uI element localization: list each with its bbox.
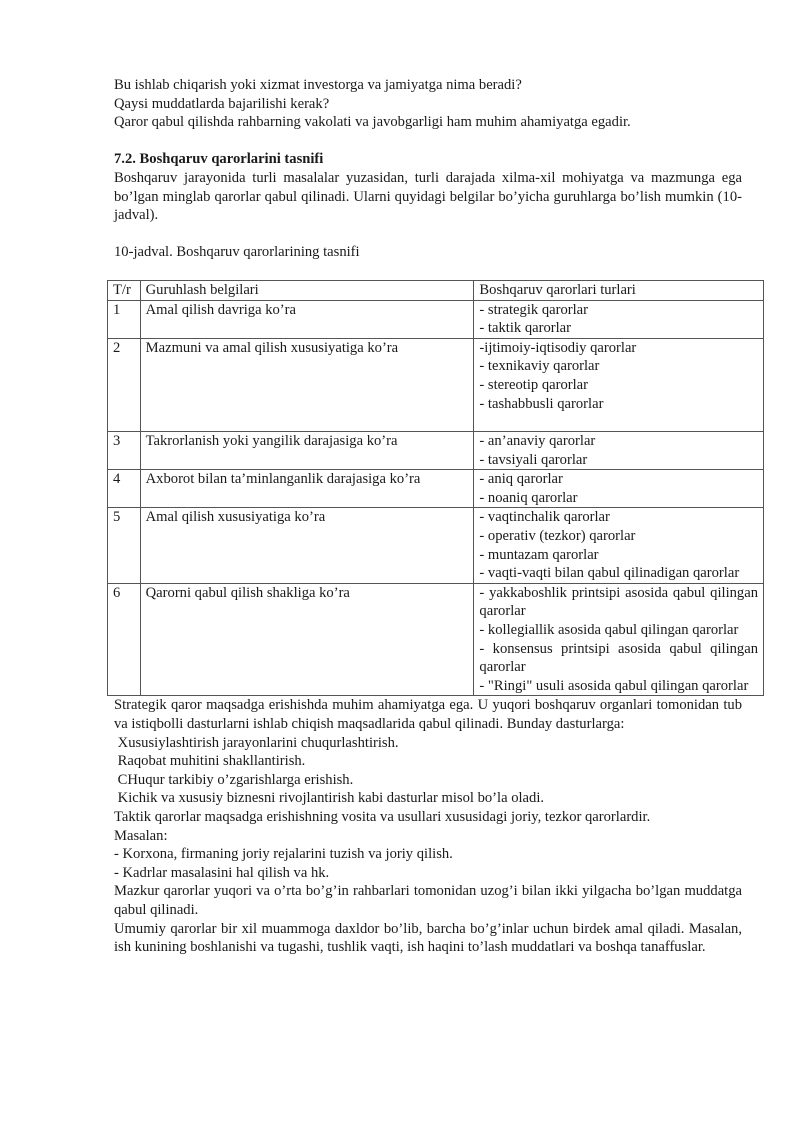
type-item: - noaniq qarorlar <box>479 489 578 506</box>
type-item: -ijtimoiy-iqtisodiy qarorlar <box>479 339 637 356</box>
program-item: Kichik va xususiy biznesni rivojlantirish kabi dasturlar misol bo’la oladi. <box>114 790 545 807</box>
type-item: - stereotip qarorlar <box>479 376 589 393</box>
intro-line: Bu ishlab chiqarish yoki xizmat investorga va jamiyatga nima beradi? <box>114 77 522 93</box>
table-row <box>108 432 764 470</box>
row-types <box>474 508 764 583</box>
row-criterion: Amal qilish davriga ko’ra <box>140 300 474 338</box>
row-types <box>474 338 764 431</box>
row-number: 3 <box>108 432 141 470</box>
type-item: - texnikaviy qarorlar <box>479 358 600 375</box>
type-item: - taktik qarorlar <box>479 320 571 337</box>
row-criterion: Qarorni qabul qilish shakliga ko’ra <box>140 583 474 696</box>
row-types <box>474 583 764 696</box>
table-caption: 10-jadval. Boshqaruv qarorlarining tasnifi <box>114 244 360 261</box>
table-row <box>108 338 764 431</box>
row-types <box>474 470 764 508</box>
classification-table <box>107 280 764 696</box>
header-cell-number: T/r <box>108 280 141 300</box>
row-criterion: Amal qilish xususiyatiga ko’ra <box>140 508 474 583</box>
row-number: 5 <box>108 508 141 583</box>
row-criterion: Takrorlanish yoki yangilik darajasiga ko’ra <box>140 432 474 470</box>
type-item: - vaqtinchalik qarorlar <box>479 509 610 526</box>
table-row <box>108 470 764 508</box>
type-item: - muntazam qarorlar <box>479 546 599 563</box>
program-item: CHuqur tarkibiy o’zgarishlarga erishish. <box>114 771 354 788</box>
row-number: 4 <box>108 470 141 508</box>
type-item: - "Ringi" usuli asosida qabul qilingan qarorlar <box>479 677 749 694</box>
type-item: - tavsiyali qarorlar <box>479 451 588 468</box>
intro-line: Qaysi muddatlarda bajarilishi kerak? <box>114 95 330 112</box>
program-item: Raqobat muhitini shakllantirish. <box>114 753 306 770</box>
example-item: - Korxona, firmaning joriy rejalarini tuzish va joriy qilish. <box>114 846 453 863</box>
type-item: - aniq qarorlar <box>479 471 563 488</box>
section-heading: 7.2. Boshqaruv qarorlarini tasnifi <box>114 151 324 168</box>
type-item: - konsensus printsipi asosida qabul qilingan qarorlar <box>479 640 758 676</box>
strategic-paragraph: Strategik qaror maqsadga erishishda muhim ahamiyatga ega. U yuqori boshqaruv organlari tomonidan tub va istiqbolli dasturlarni ishlab chiqish maqsadlarida qabul qilinadi. Bunday dasturlarga: <box>114 697 742 732</box>
table-row <box>108 508 764 583</box>
middle-paragraph: Mazkur qarorlar yuqori va o’rta bo’g’in rahbarlari tomonidan uzog’i bilan ikki yilgacha bo’lgan muddatga qabul qilinadi. <box>114 883 742 918</box>
type-item: - kollegiallik asosida qabul qilingan qarorlar <box>479 622 739 639</box>
type-item: - strategik qarorlar <box>479 301 589 318</box>
tactical-paragraph: Taktik qarorlar maqsadga erishishning vosita va usullari xususidagi joriy, tezkor qarorlardir. <box>114 808 651 825</box>
program-item: Xususiylashtirish jarayonlarini chuqurlashtirish. <box>114 734 399 751</box>
general-paragraph: Umumiy qarorlar bir xil muammoga daxldor bo’lib, barcha bo’g’inlar uchun birdek amal qiladi. Masalan, ish kunining boshlanishi va tugashi, tushlik vaqti, ish haqini to’lash muddatlari va boshqa tanaffuslar. <box>114 920 742 956</box>
type-item: - operativ (tezkor) qarorlar <box>479 528 636 545</box>
row-number: 1 <box>108 300 141 338</box>
header-cell-types: Boshqaruv qarorlari turlari <box>474 280 764 300</box>
row-number: 2 <box>108 338 141 431</box>
row-criterion: Mazmuni va amal qilish xususiyatiga ko’ra <box>140 338 474 431</box>
document-page <box>113 76 758 957</box>
row-types <box>474 300 764 338</box>
table-header-row <box>108 280 764 300</box>
example-item: - Kadrlar masalasini hal qilish va hk. <box>114 864 330 881</box>
examples-label: Masalan: <box>114 827 168 844</box>
header-cell-criterion: Guruhlash belgilari <box>140 280 474 300</box>
type-item: - vaqti-vaqti bilan qabul qilinadigan qarorlar <box>479 565 740 582</box>
row-types <box>474 432 764 470</box>
type-item: - yakkaboshlik printsipi asosida qabul qilingan qarorlar <box>479 584 758 620</box>
type-item: - tashabbusli qarorlar <box>479 395 604 412</box>
table-row <box>108 300 764 338</box>
type-item: - an’anaviy qarorlar <box>479 433 596 450</box>
intro-line: Qaror qabul qilishda rahbarning vakolati va javobgarligi ham muhim ahamiyatga egadir. <box>114 114 631 131</box>
section-paragraph: Boshqaruv jarayonida turli masalalar yuzasidan, turli darajada xilma-xil mohiyatga va mazmunga ega bo’lgan minglab qarorlar qabul qilinadi. Ularni quyidagi belgilar bo’yicha guruhlarga bo’lish mumkin (10-jadval). <box>114 169 742 224</box>
row-criterion: Axborot bilan ta’minlanganlik darajasiga ko’ra <box>140 470 474 508</box>
row-number: 6 <box>108 583 141 696</box>
table-row <box>108 583 764 696</box>
